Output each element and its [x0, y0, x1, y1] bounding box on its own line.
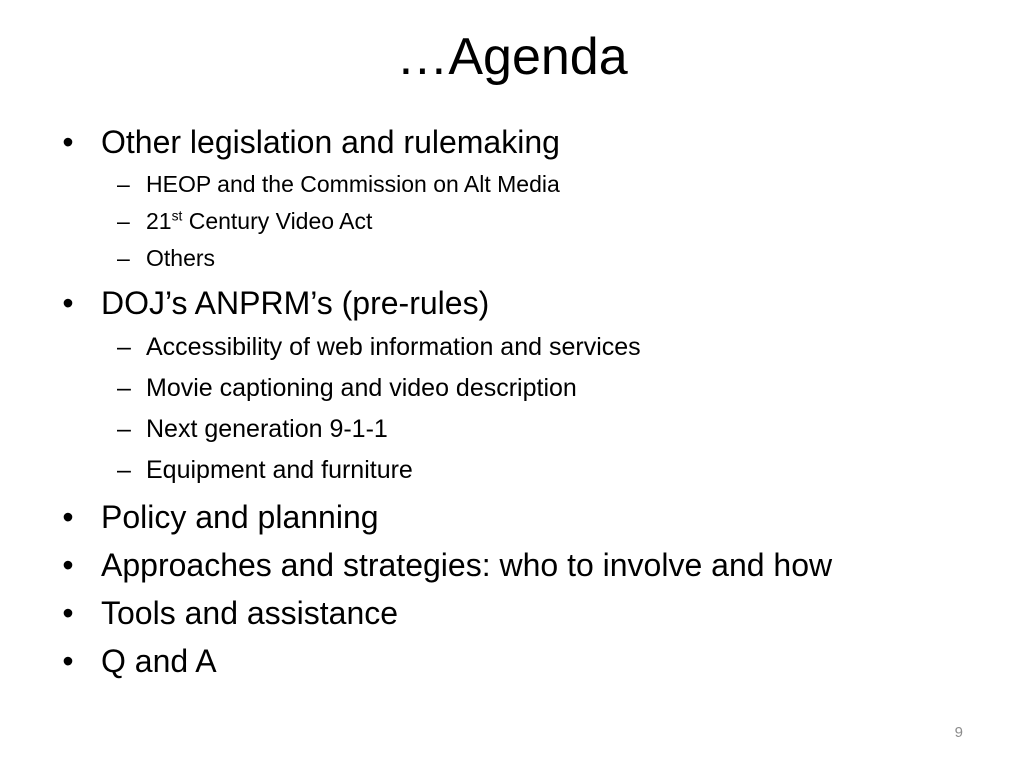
- bullet-icon: •: [62, 547, 74, 583]
- agenda-item-policy: [56, 493, 996, 541]
- agenda-item-other-legislation: [56, 118, 996, 277]
- agenda-item-label: Policy and planning: [101, 499, 379, 535]
- agenda-list: [56, 118, 996, 685]
- sub-item-label: Century Video Act: [182, 208, 373, 234]
- dash-icon: –: [117, 171, 130, 197]
- sub-item-heop: [101, 166, 996, 203]
- sub-list: [101, 327, 996, 491]
- sub-item-label: Accessibility of web information and services: [146, 333, 641, 361]
- dash-icon: –: [117, 415, 131, 443]
- sub-item-web-accessibility: [101, 327, 996, 368]
- dash-icon: –: [117, 333, 131, 361]
- agenda-item-approaches: [56, 541, 996, 589]
- agenda-item-label: Other legislation and rulemaking: [101, 124, 560, 160]
- sub-item-video-act: [101, 203, 996, 240]
- dash-icon: –: [117, 245, 130, 271]
- bullet-icon: •: [62, 595, 74, 631]
- agenda-item-label: Q and A: [101, 643, 217, 679]
- slide-title: …Agenda: [396, 28, 628, 86]
- agenda-item-label: Approaches and strategies: who to involve and how: [101, 547, 833, 583]
- bullet-icon: •: [62, 499, 74, 535]
- dash-icon: –: [117, 208, 130, 234]
- agenda-item-label: Tools and assistance: [101, 595, 399, 631]
- sub-item-label: Movie captioning and video description: [146, 374, 577, 402]
- sub-item-movie-captioning: [101, 368, 996, 409]
- sub-item-label: Equipment and furniture: [146, 456, 413, 484]
- sub-item-label: HEOP and the Commission on Alt Media: [146, 171, 560, 197]
- sub-item-equipment: [101, 450, 996, 491]
- sub-item-label: Others: [146, 245, 216, 271]
- ordinal-superscript: st: [171, 208, 183, 224]
- page-number: 9: [954, 724, 963, 741]
- sub-list: [101, 166, 996, 277]
- sub-item-label: Next generation 9-1-1: [146, 415, 388, 443]
- dash-icon: –: [117, 456, 131, 484]
- bullet-icon: •: [62, 124, 74, 160]
- bullet-icon: •: [62, 285, 74, 321]
- bullet-icon: •: [62, 643, 74, 679]
- agenda-item-label: DOJ’s ANPRM’s (pre-rules): [101, 285, 490, 321]
- dash-icon: –: [117, 374, 131, 402]
- agenda-item-q-and-a: [56, 637, 996, 685]
- sub-item-label-prefix: 21: [146, 208, 172, 234]
- agenda-item-tools: [56, 589, 996, 637]
- sub-item-next-gen-911: [101, 409, 996, 450]
- agenda-item-doj-anprm: [56, 279, 996, 491]
- sub-item-others: [101, 240, 996, 277]
